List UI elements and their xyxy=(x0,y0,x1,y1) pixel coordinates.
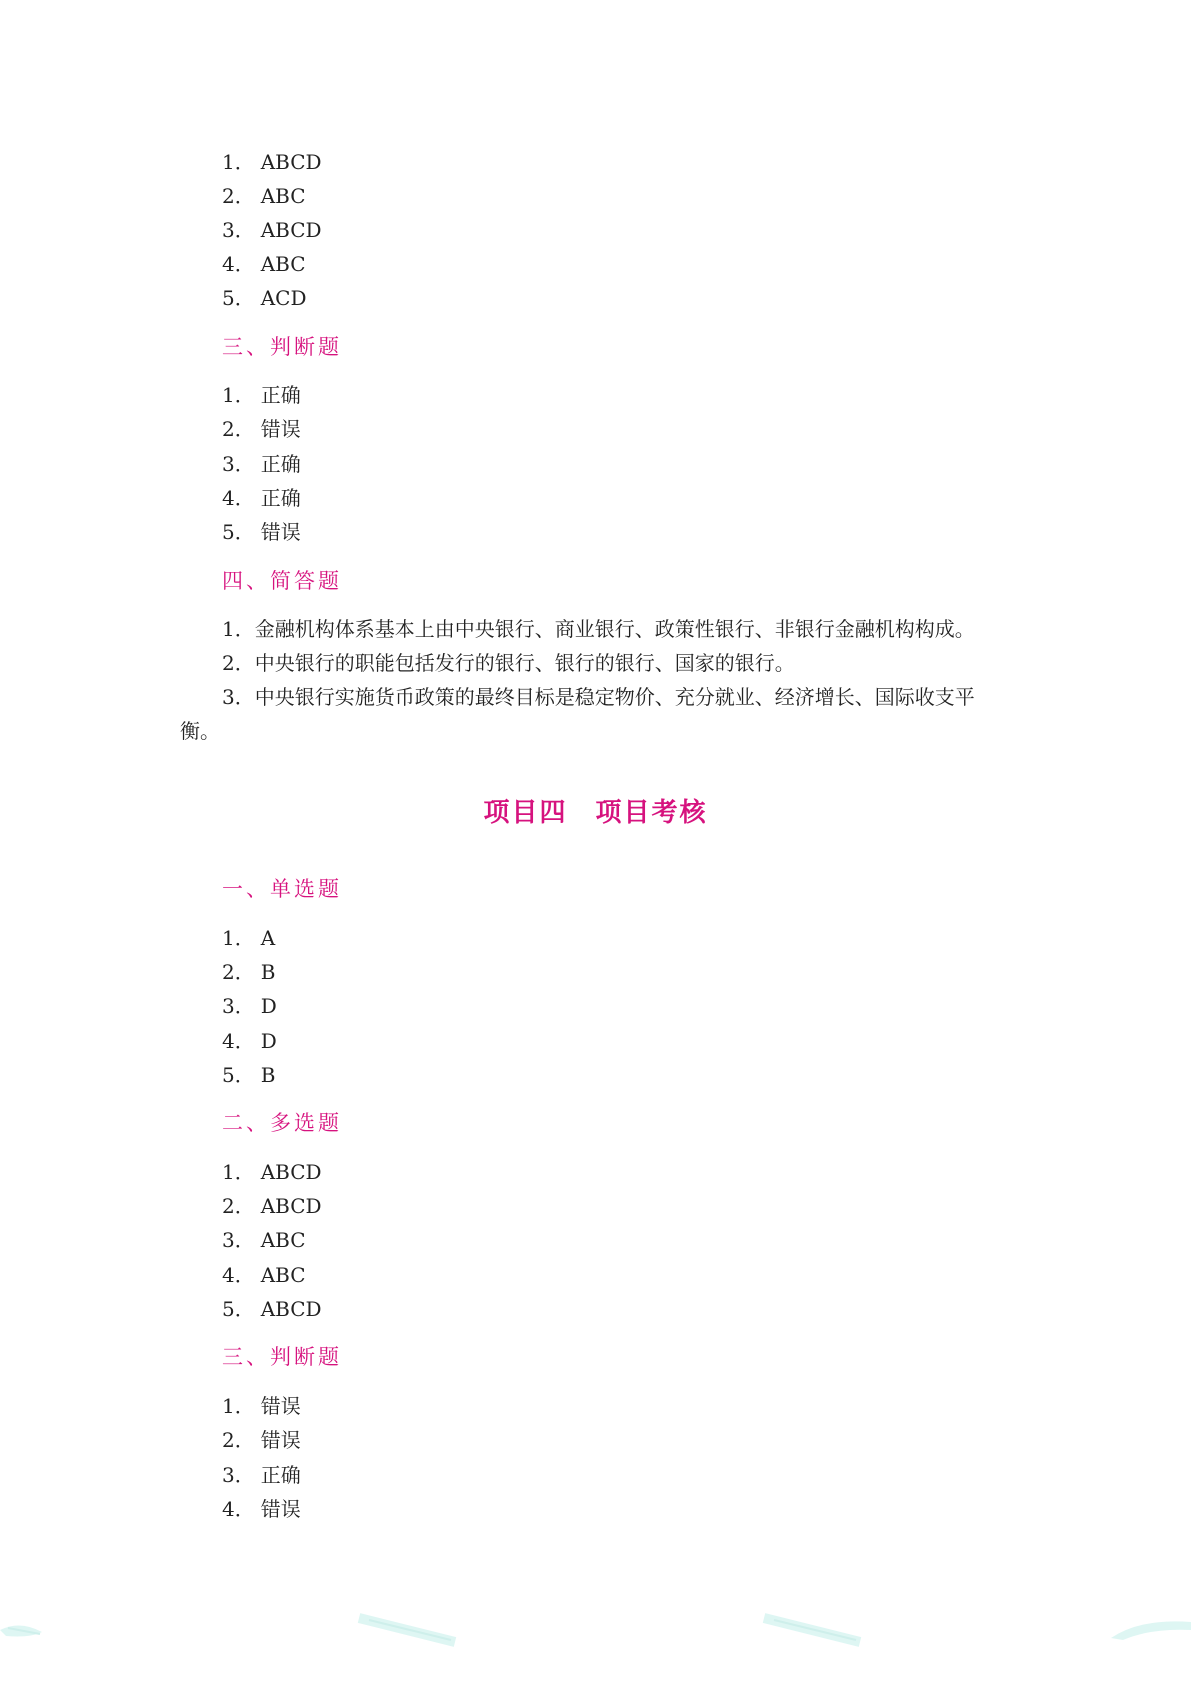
answer-item xyxy=(222,1263,306,1287)
answer-number: 4． xyxy=(222,486,255,510)
answer-item xyxy=(222,1394,301,1418)
answer-text: 错误 xyxy=(260,520,301,544)
answer-number: 3． xyxy=(222,1228,255,1252)
answer-item xyxy=(222,926,275,950)
project-title: 项目四 项目考核 xyxy=(483,798,708,828)
answer-text: B xyxy=(260,960,276,984)
answer-number: 1． xyxy=(222,1160,255,1184)
answer-item xyxy=(222,1063,275,1087)
section-heading-multi-choice: 二、多选题 xyxy=(222,1111,342,1135)
answer-item xyxy=(222,218,322,242)
answer-item xyxy=(222,960,275,984)
answer-text: ABC xyxy=(260,1228,306,1252)
answer-item xyxy=(222,1228,306,1252)
answer-text: 正确 xyxy=(260,452,301,476)
answer-item xyxy=(222,520,301,544)
answer-text: ABCD xyxy=(260,1194,322,1218)
answer-number: 5． xyxy=(222,1297,255,1321)
answer-number: 4． xyxy=(222,1029,255,1053)
answer-number: 3． xyxy=(222,994,255,1018)
answer-number: 2． xyxy=(222,1194,255,1218)
answer-item xyxy=(222,1428,301,1452)
answer-text: 正确 xyxy=(260,486,301,510)
answer-text: 金融机构体系基本上由中央银行、商业银行、政策性银行、非银行金融机构构成。 xyxy=(254,617,975,641)
short-answer-item xyxy=(180,646,1012,680)
watermark-logo xyxy=(760,1608,880,1648)
answer-text: ABC xyxy=(260,252,306,276)
answer-text: 正确 xyxy=(260,383,301,407)
answer-number: 1． xyxy=(222,383,255,407)
answer-text: A xyxy=(260,926,276,950)
answer-item xyxy=(222,286,307,310)
answer-item xyxy=(222,1194,322,1218)
section-heading-judge: 三、判断题 xyxy=(222,335,342,359)
section-heading-judge: 三、判断题 xyxy=(222,1345,342,1369)
answer-text: D xyxy=(260,994,277,1018)
answer-number: 2． xyxy=(222,1428,255,1452)
answer-number: 3． xyxy=(222,218,255,242)
answer-text: ABCD xyxy=(260,218,322,242)
answer-item xyxy=(222,1497,301,1521)
section-heading-single-choice: 一、单选题 xyxy=(222,877,342,901)
answer-text: ABCD xyxy=(260,1297,322,1321)
answer-number: 2． xyxy=(222,417,255,441)
short-answer-item xyxy=(180,612,1012,646)
answer-text: ABC xyxy=(260,1263,306,1287)
answer-text: ABC xyxy=(260,184,306,208)
answer-text: ABCD xyxy=(260,150,322,174)
answer-number: 3． xyxy=(222,685,255,709)
answer-number: 4． xyxy=(222,252,255,276)
answer-number: 1． xyxy=(222,150,255,174)
answer-text: ABCD xyxy=(260,1160,322,1184)
watermark-logo xyxy=(355,1608,475,1648)
answer-number: 4． xyxy=(222,1263,255,1287)
short-answer-item xyxy=(180,680,1012,748)
answer-item xyxy=(222,452,301,476)
answer-item xyxy=(222,150,322,174)
answer-text: 错误 xyxy=(260,1428,301,1452)
answer-item xyxy=(222,994,277,1018)
answer-number: 2． xyxy=(222,651,255,675)
answer-item xyxy=(222,1463,301,1487)
answer-item xyxy=(222,1160,322,1184)
answer-item xyxy=(222,1297,322,1321)
answer-item xyxy=(222,486,301,510)
answer-number: 1． xyxy=(222,1394,255,1418)
answer-number: 2． xyxy=(222,960,255,984)
answer-number: 5． xyxy=(222,1063,255,1087)
answer-text: 错误 xyxy=(260,417,301,441)
watermark-logo xyxy=(1071,1608,1191,1648)
answer-number: 5． xyxy=(222,520,255,544)
answer-text: B xyxy=(260,1063,276,1087)
answer-number: 3． xyxy=(222,452,255,476)
answer-number: 4． xyxy=(222,1497,255,1521)
answer-item xyxy=(222,184,306,208)
answer-number: 1． xyxy=(222,617,255,641)
answer-text: 中央银行实施货币政策的最终目标是稳定物价、充分就业、经济增长、国际收支平衡。 xyxy=(180,685,975,743)
watermark-logo xyxy=(0,1608,120,1648)
answer-text: ACD xyxy=(260,286,307,310)
answer-text: 错误 xyxy=(260,1497,301,1521)
answer-item xyxy=(222,252,306,276)
answer-text: D xyxy=(260,1029,277,1053)
answer-number: 1． xyxy=(222,926,255,950)
section-heading-short-answer: 四、简答题 xyxy=(222,569,342,593)
answer-number: 3． xyxy=(222,1463,255,1487)
answer-text: 错误 xyxy=(260,1394,301,1418)
answer-number: 2． xyxy=(222,184,255,208)
answer-text: 中央银行的职能包括发行的银行、银行的银行、国家的银行。 xyxy=(254,651,795,675)
answer-number: 5． xyxy=(222,286,255,310)
answer-item xyxy=(222,383,301,407)
answer-item xyxy=(222,417,301,441)
answer-item xyxy=(222,1029,277,1053)
answer-text: 正确 xyxy=(260,1463,301,1487)
